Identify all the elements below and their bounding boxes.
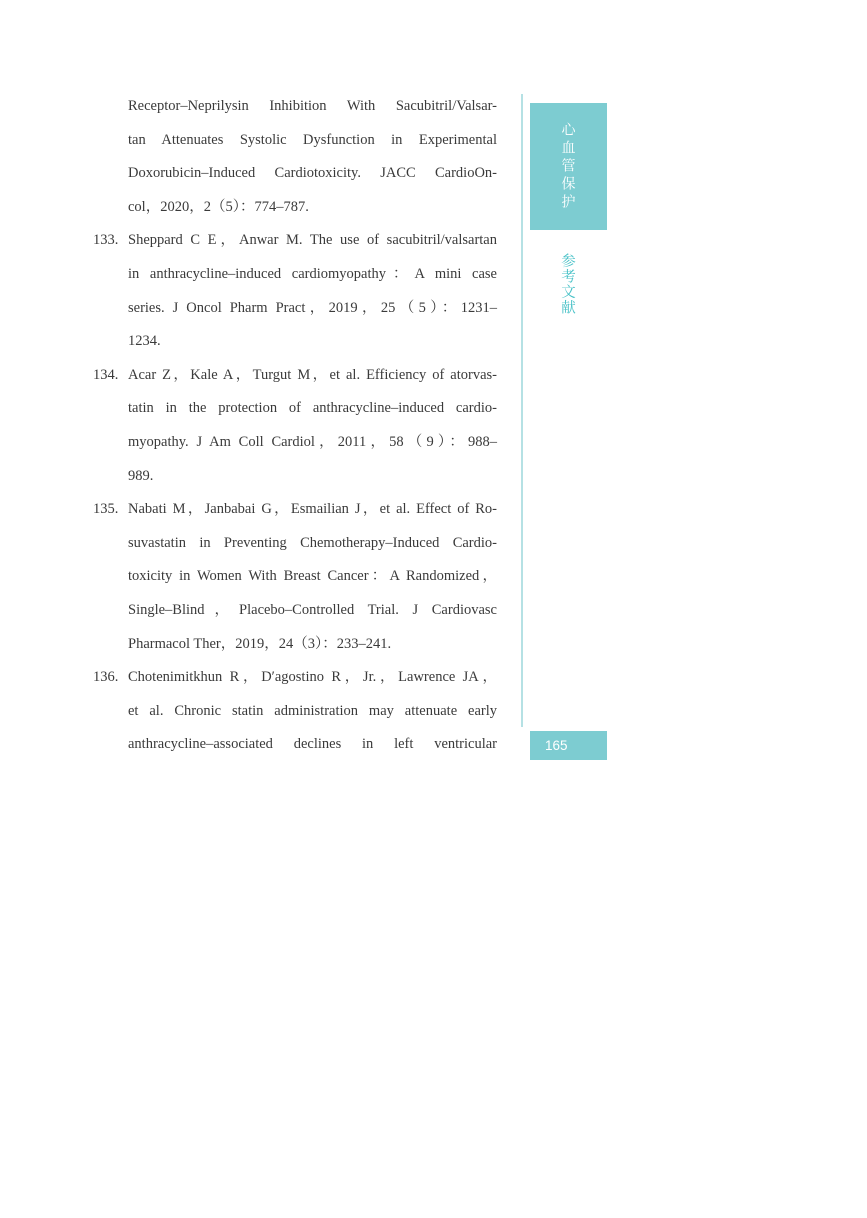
reference-line: suvastatin in Preventing Chemotherapy–Induced Cardio- xyxy=(128,534,497,551)
reference-number: 136. xyxy=(93,669,119,686)
reference-line: Doxorubicin–Induced Cardiotoxicity. JACC CardioOn- xyxy=(128,165,497,182)
reference-line: toxicity in Women With Breast Cancer：A Randomized， xyxy=(128,568,497,585)
reference-number: 135. xyxy=(93,501,119,518)
reference-line: 989. xyxy=(128,467,154,484)
reference-entry xyxy=(93,493,497,661)
chapter-tab-label: 心血管保护 xyxy=(560,121,577,212)
reference-number: 133. xyxy=(93,232,119,249)
reference-list xyxy=(93,90,497,762)
reference-line: Single–Blind，Placebo–Controlled Trial. J Cardiovasc xyxy=(128,601,497,618)
reference-number: 134. xyxy=(93,366,119,383)
sidebar-divider-line xyxy=(521,94,523,727)
reference-line: tan Attenuates Systolic Dysfunction in Experimental xyxy=(128,131,497,148)
reference-line: Nabati M，Janbabai G，Esmailian J，et al. Effect of Ro- xyxy=(128,501,497,518)
reference-line: Acar Z，Kale A，Turgut M，et al. Efficiency of atorvas- xyxy=(128,366,497,383)
reference-line: Receptor–Neprilysin Inhibition With Sacubitril/Valsar- xyxy=(128,98,497,114)
reference-line: 1234. xyxy=(128,333,161,350)
reference-line: Sheppard C E，Anwar M. The use of sacubitril/valsartan xyxy=(128,232,497,249)
section-label-vertical: 参考文献 xyxy=(559,253,575,315)
reference-line: Pharmacol Ther，2019，24（3）：233–241. xyxy=(128,635,392,652)
reference-line: series. J Oncol Pharm Pract，2019，25（5）：1231– xyxy=(128,299,497,316)
reference-entry xyxy=(93,224,497,358)
reference-line: et al. Chronic statin administration may attenuate early xyxy=(128,702,497,719)
reference-entry xyxy=(93,90,497,224)
reference-line: myopathy. J Am Coll Cardiol，2011，58（9）：988– xyxy=(128,433,497,450)
reference-line: in anthracycline–induced cardiomyopathy：A mini case xyxy=(128,265,497,282)
reference-line: Chotenimitkhun R，D′agostino R，Jr.，Lawrence JA， xyxy=(128,669,497,686)
reference-line: tatin in the protection of anthracycline–induced cardio- xyxy=(128,400,497,417)
chapter-tab xyxy=(530,103,607,230)
reference-line: col，2020，2（5）：774–787. xyxy=(128,198,309,215)
reference-entry xyxy=(93,661,497,762)
page-number-badge xyxy=(530,731,607,760)
reference-line: anthracycline–associated declines in left ventricular xyxy=(128,736,497,753)
reference-entry xyxy=(93,359,497,493)
page-number: 165 xyxy=(545,738,568,753)
